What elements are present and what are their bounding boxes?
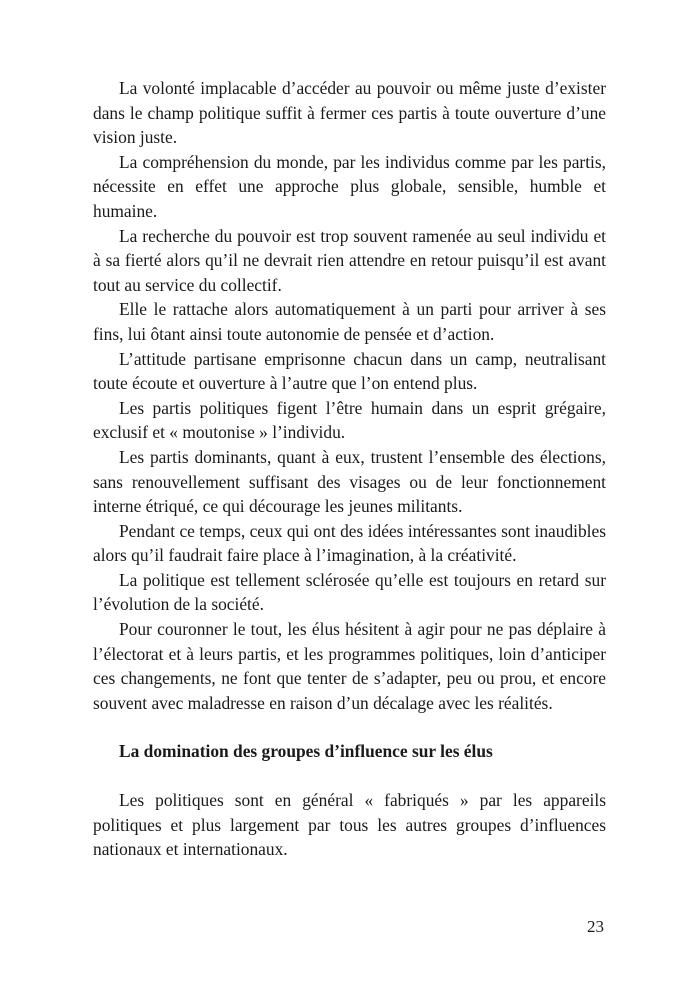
paragraph-1: La volonté implacable d’accéder au pouvoir ou même juste d’exister dans le champ politique suffit à fermer ces partis à toute ouverture d’une vision juste. (93, 78, 606, 148)
paragraph-8: Pendant ce temps, ceux qui ont des idées intéressantes sont inaudibles alors qu’il faudrait faire place à l’imagination, à la créativité. (93, 520, 606, 566)
paragraph-9: La politique est tellement sclérosée qu’elle est toujours en retard sur l’évolution de la société. (93, 569, 606, 615)
page-body (93, 76, 606, 862)
paragraph-3: La recherche du pouvoir est trop souvent ramenée au seul individu et à sa fierté alors qu’il ne devrait rien attendre en retour puisqu’il est avant tout au service du collectif. (93, 225, 606, 295)
paragraph-6: Les partis politiques figent l’être humain dans un esprit grégaire, exclusif et « moutonise » l’individu. (93, 397, 606, 443)
paragraph-5: L’attitude partisane emprisonne chacun dans un camp, neutralisant toute écoute et ouverture à l’autre que l’on entend plus. (93, 348, 606, 394)
page-number: 23 (587, 917, 604, 936)
paragraph-4: Elle le rattache alors automatiquement à un parti pour arriver à ses fins, lui ôtant ainsi toute autonomie de pensée et d’action. (93, 299, 606, 344)
paragraph-2: La compréhension du monde, par les individus comme par les partis, nécessite en effet une approche plus globale, sensible, humble et humaine. (93, 151, 606, 221)
paragraph-10: Pour couronner le tout, les élus hésitent à agir pour ne pas déplaire à l’électorat et à leurs partis, et les programmes politiques, loin d’anticiper ces changements, ne font que tenter de s’adapter, peu ou prou, et encore souvent avec maladresse en raison d’un décalage avec les réalités. (93, 619, 606, 713)
paragraph-7: Les partis dominants, quant à eux, trustent l’ensemble des élections, sans renouvellement suffisant des visages ou de leur fonctionnement interne étriqué, ce qui décourage les jeunes militants. (93, 446, 606, 517)
paragraph-11: Les politiques sont en général « fabriqués » par les appareils politiques et plus largement par tous les autres groupes d’influences nationaux et internationaux. (93, 790, 606, 860)
section-heading: La domination des groupes d’influence sur les élus (119, 741, 493, 762)
